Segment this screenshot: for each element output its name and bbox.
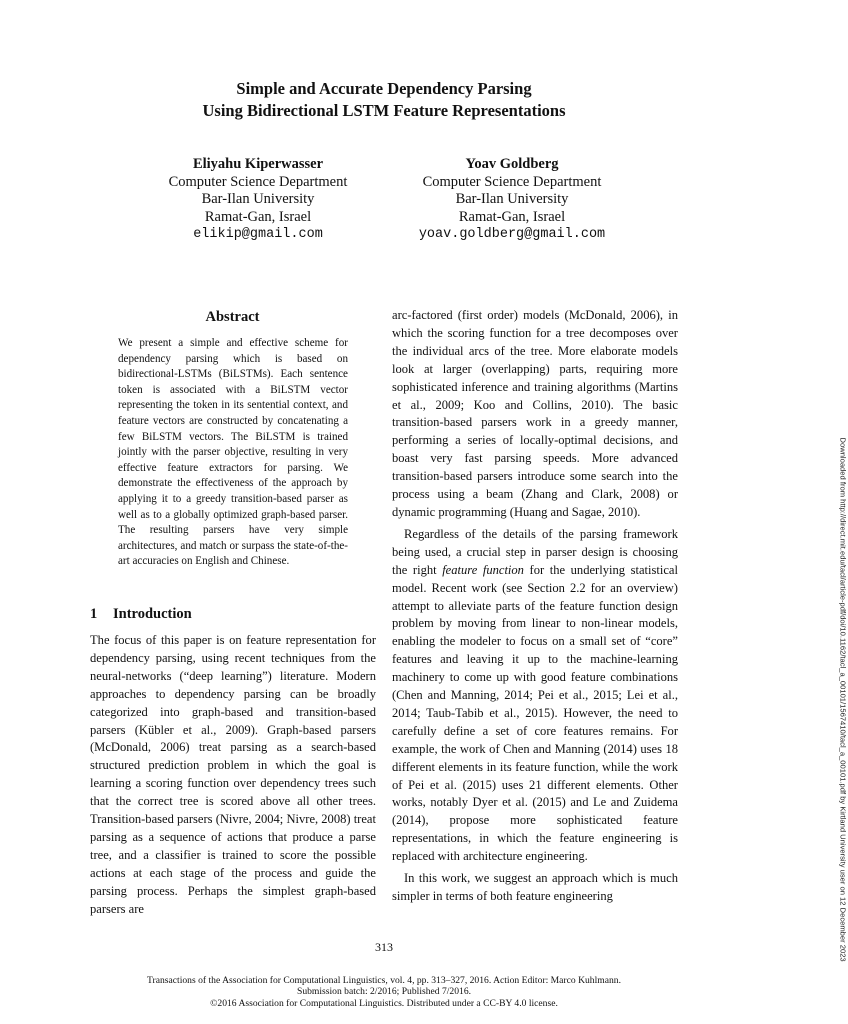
section-number: 1: [90, 606, 98, 622]
paper-title: [0, 78, 768, 122]
author-department: Computer Science Department: [422, 173, 602, 190]
author-name: Yoav Goldberg: [465, 156, 559, 172]
author-email[interactable]: yoav.goldberg@gmail.com: [418, 227, 606, 242]
footer: [0, 975, 768, 1009]
author-name: Eliyahu Kiperwasser: [192, 156, 324, 172]
download-sidebar-note: Downloaded from http://direct.mit.edu/tacl/article-pdf/doi/10.1162/tacl_a_00101/1567410/tacl_a_00101.pdf by Kirtland University user on 12 December 2023: [838, 437, 848, 962]
section-title: Introduction: [113, 606, 192, 622]
author-university: Bar-Ilan University: [455, 191, 569, 207]
section-heading-introduction: [90, 606, 192, 623]
title-line-1: Simple and Accurate Dependency Parsing: [236, 79, 532, 98]
author-block-1: [148, 156, 368, 244]
intro-paragraph-1: The focus of this paper is on feature representation for dependency parsing, using recent techniques from the neural-networks (“deep learning”) literature. Modern approaches to dependency parsing can be broadly categorized into graph-based and transition-based parsers (Kübler et al., 2009). Graph-based parsers (McDonald, 2006) treat parsing as a search-based structured prediction problem in which the goal is learning a scoring function over dependency trees such that the correct tree is scored above all other trees. Transition-based parsers (Nivre, 2004; Nivre, 2008) treat parsing as a sequence of actions that produce a parse tree, and a classifier is trained to score the possible actions at each stage of the process and guide the parsing process. Perhaps the simplest graph-based parsers are: [90, 633, 376, 916]
right-paragraph-3: In this work, we suggest an approach which is much simpler in terms of both feature engineering: [392, 871, 678, 903]
right-paragraph-1: arc-factored (first order) models (McDonald, 2006), in which the scoring function for a tree decomposes over the individual arcs of the tree. More elaborate models look at larger (overlapping) parts, requiring more sophisticated inference and training algorithms (Martins et al., 2009; Koo and Collins, 2010). The basic transition-based parsers work in a greedy manner, performing a series of locally-optimal decisions, and boast very fast parsing speeds. More advanced transition-based parsers introduce some search into the process using a beam (Zhang and Clark, 2008) or dynamic programming (Huang and Sagae, 2010).: [392, 308, 678, 519]
para2-emphasis: feature function: [442, 562, 524, 577]
author-email[interactable]: elikip@gmail.com: [193, 227, 323, 242]
author-department: Computer Science Department: [168, 173, 348, 190]
abstract-heading: Abstract: [205, 309, 260, 325]
title-line-2: Using Bidirectional LSTM Feature Representations: [202, 101, 566, 120]
author-block-2: [392, 156, 632, 244]
footer-line-2: Submission batch: 2/2016; Published 7/2016.: [296, 986, 472, 998]
author-location: Ramat-Gan, Israel: [458, 208, 566, 225]
para2-text-a: Regardless of the details of the parsing framework being used, a crucial step in parser design is choosing the right: [392, 526, 678, 577]
para2-text-b: for the underlying statistical model. Recent work (see Section 2.2 for an overview) attempt to alleviate parts of the feature function design problem by moving from linear to non-linear models, enabling the modeler to focus on a small set of “core” features and leaving it up to the machine-learning machinery to come up with good feature combinations (Chen and Manning, 2014; Pei et al., 2015; Lei et al., 2014; Taub-Tabib et al., 2015). However, the need to carefully define a set of core features remains. For example, the work of Chen and Manning (2014) uses 18 different elements in its feature function, while the work of Pei et al. (2015) uses 21 different elements. Other works, notably Dyer et al. (2015) and Le and Zuidema (2014), propose more sophisticated feature representations, in which the feature engineering is replaced with architecture engineering.: [392, 562, 678, 864]
left-column-body: [90, 632, 376, 919]
footer-line-3: ©2016 Association for Computational Linguistics. Distributed under a CC-BY 4.0 license.: [210, 997, 558, 1009]
author-university: Bar-Ilan University: [201, 191, 315, 207]
abstract-text: We present a simple and effective scheme for dependency parsing which is based on bidirectional-LSTMs (BiLSTMs). Each sentence token is associated with a BiLSTM vector representing the token in its sentential context, and feature vectors are constructed by concatenating a few BiLSTM vectors. The BiLSTM is trained jointly with the parser objective, resulting in very effective feature extractors for parsing. We demonstrate the effectiveness of the approach by applying it to a greedy transition-based parser as well as to a globally optimized graph-based parser. The resulting parsers have very simple architectures, and match or surpass the state-of-the-art accuracies on English and Chinese.: [118, 337, 348, 568]
right-column-body: [392, 307, 678, 906]
right-paragraph-2: [392, 526, 678, 866]
page-number: 313: [375, 940, 393, 954]
footer-line-1: Transactions of the Association for Computational Linguistics, vol. 4, pp. 313–327, 2016. Action Editor: Marco Kuhlmann.: [147, 975, 621, 986]
author-location: Ramat-Gan, Israel: [204, 208, 312, 225]
